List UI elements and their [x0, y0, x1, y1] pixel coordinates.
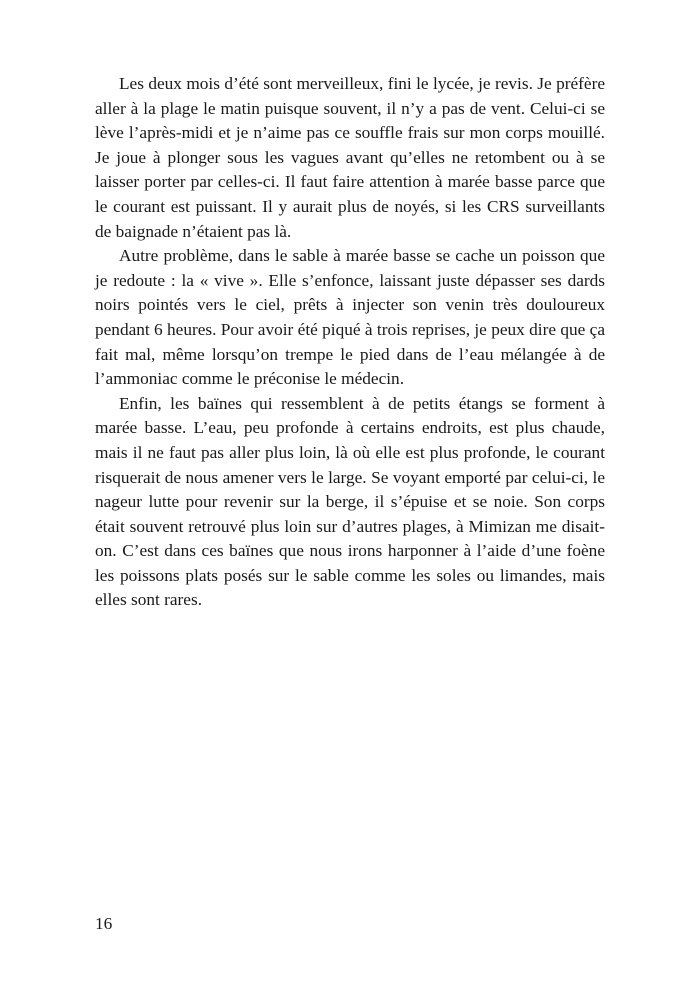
paragraph-2: Autre problème, dans le sable à marée basse se cache un poisson que je redoute : la « vive ». Elle s’enfonce, laissant juste dépasser ses dards noirs pointés vers le ciel, prêts à injecter son venin très douloureux pendant 6 heures. Pour avoir été piqué à trois reprises, je peux dire que ça fait mal, même lorsqu’on trempe le pied dans de l’eau mélangée à de l’ammoniac comme le préconise le médecin.: [95, 246, 605, 389]
body-text: [95, 72, 605, 613]
paragraph-3: Enfin, les baïnes qui ressemblent à de petits étangs se forment à marée basse. L’eau, peu profonde à certains endroits, est plus chaude, mais il ne faut pas aller plus loin, là où elle est plus profonde, le courant risquerait de nous amener vers le large. Se voyant emporté par celui-ci, le nageur lutte pour revenir sur la berge, il s’épuise et se noie. Son corps était souvent retrouvé plus loin sur d’autres plages, à Mimizan me disait-on. C’est dans ces baïnes que nous irons harponner à l’aide d’une foène les poissons plats posés sur le sable comme les soles ou limandes, mais elles sont rares.: [95, 393, 605, 610]
page-number: 16: [95, 914, 113, 933]
paragraph-1: Les deux mois d’été sont merveilleux, fini le lycée, je revis. Je préfère aller à la plage le matin puisque souvent, il n’y a pas de vent. Celui-ci se lève l’après-midi et je n’aime pas ce souffle frais sur mon corps mouillé. Je joue à plonger sous les vagues avant qu’elles ne retombent ou à se laisser porter par celles-ci. Il faut faire attention à marée basse parce que le courant est puissant. Il y aurait plus de noyés, si les CRS surveillants de baignade n’étaient pas là.: [95, 74, 605, 241]
